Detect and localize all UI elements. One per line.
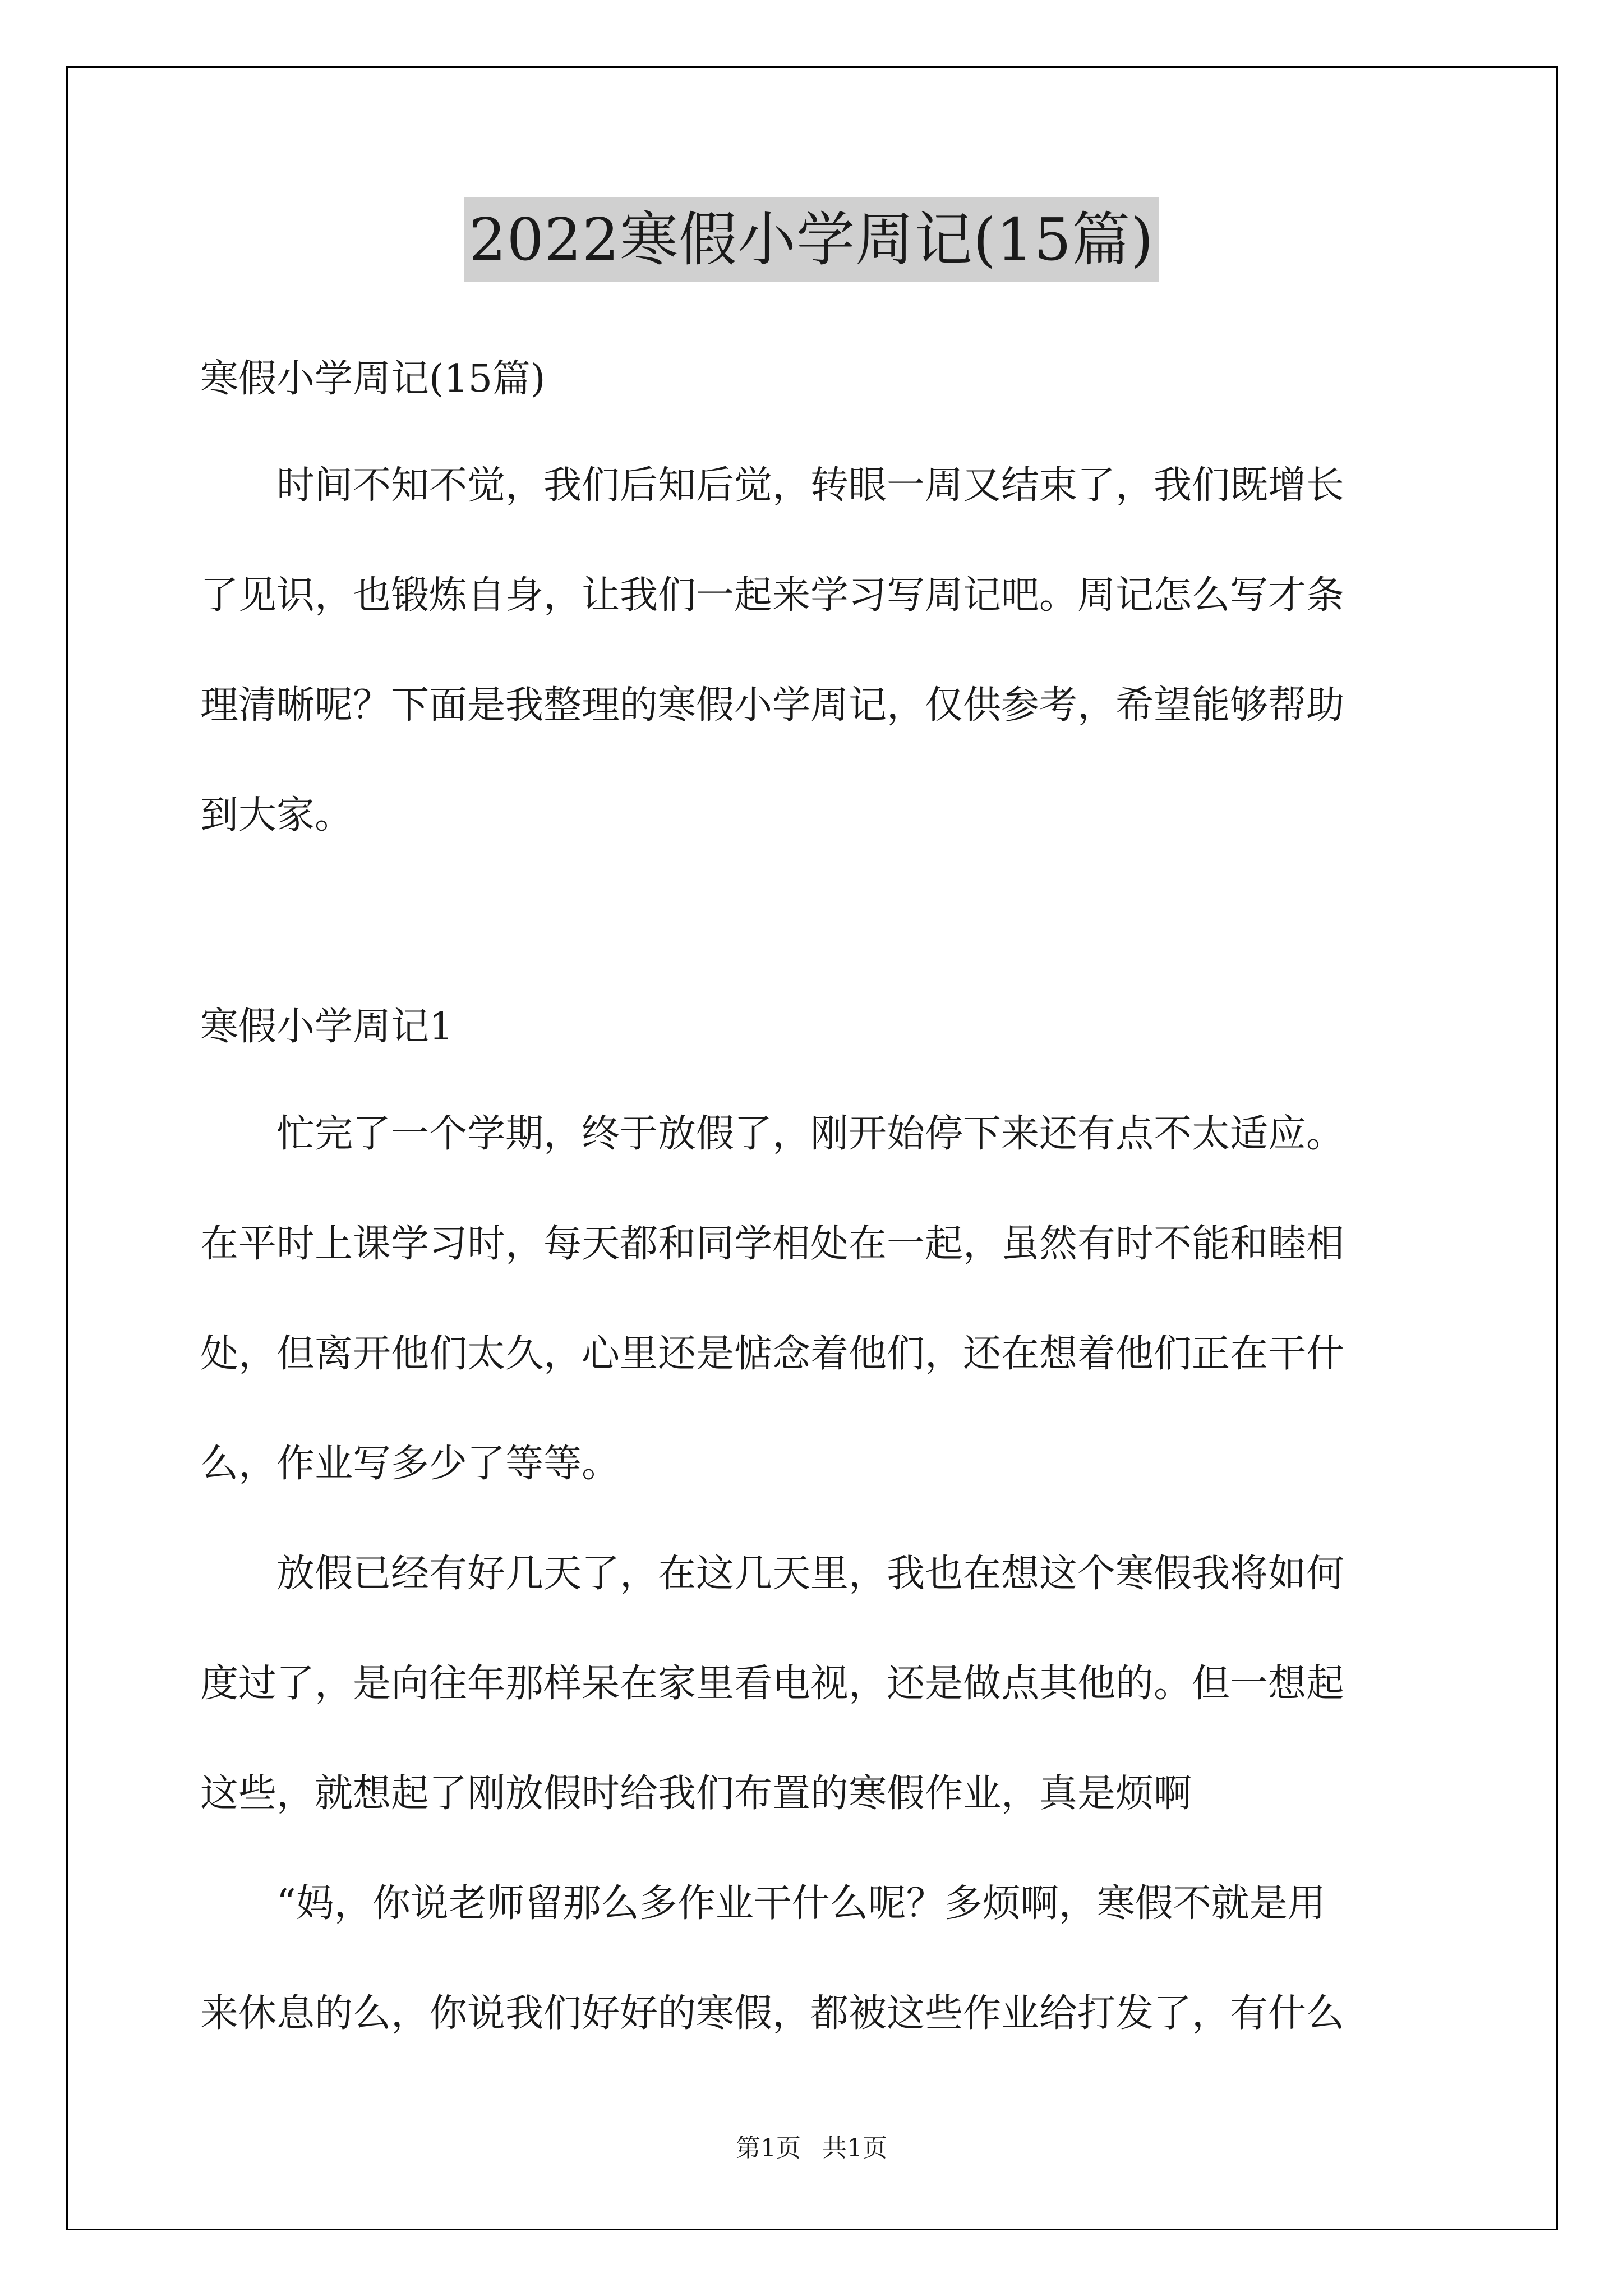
- para1-line-1[interactable]: 忙完了一个学期，终于放假了，刚开始停下来还有点不太适应。: [200, 1112, 1345, 1156]
- para2-line-1[interactable]: 放假已经有好几天了，在这几天里，我也在想这个寒假我将如何: [200, 1552, 1345, 1596]
- intro-line-2[interactable]: 了见识，也锻炼自身，让我们一起来学习写周记吧。周记怎么写才条: [200, 573, 1345, 618]
- para1-line-2[interactable]: 在平时上课学习时，每天都和同学相处在一起，虽然有时不能和睦相: [200, 1222, 1345, 1266]
- page-total: 共1页: [822, 2134, 887, 2162]
- intro-line-4[interactable]: 到大家。: [200, 793, 353, 838]
- document-title[interactable]: 2022寒假小学周记(15篇): [464, 197, 1158, 282]
- subtitle[interactable]: 寒假小学周记(15篇): [200, 357, 546, 401]
- title-wrap: [0, 197, 1623, 282]
- para1-line-3[interactable]: 处，但离开他们太久，心里还是惦念着他们，还在想着他们正在干什: [200, 1332, 1345, 1376]
- intro-line-3[interactable]: 理清晰呢？下面是我整理的寒假小学周记，仅供参考，希望能够帮助: [200, 683, 1345, 728]
- para3-line-1[interactable]: “妈，你说老师留那么多作业干什么呢？多烦啊，寒假不就是用: [200, 1881, 1326, 1926]
- para3-line-2[interactable]: 来休息的么，你说我们好好的寒假，都被这些作业给打发了，有什么: [200, 1991, 1345, 2036]
- para2-line-2[interactable]: 度过了，是向往年那样呆在家里看电视，还是做点其他的。但一想起: [200, 1662, 1345, 1706]
- para2-line-3[interactable]: 这些，就想起了刚放假时给我们布置的寒假作业，真是烦啊: [200, 1772, 1192, 1816]
- intro-line-1[interactable]: 时间不知不觉，我们后知后觉，转眼一周又结束了，我们既增长: [200, 463, 1345, 508]
- section-heading[interactable]: 寒假小学周记1: [200, 1005, 454, 1049]
- page-footer: [0, 2132, 1623, 2165]
- para1-line-4[interactable]: 么，作业写多少了等等。: [200, 1442, 620, 1486]
- page-number: 第1页: [736, 2134, 801, 2162]
